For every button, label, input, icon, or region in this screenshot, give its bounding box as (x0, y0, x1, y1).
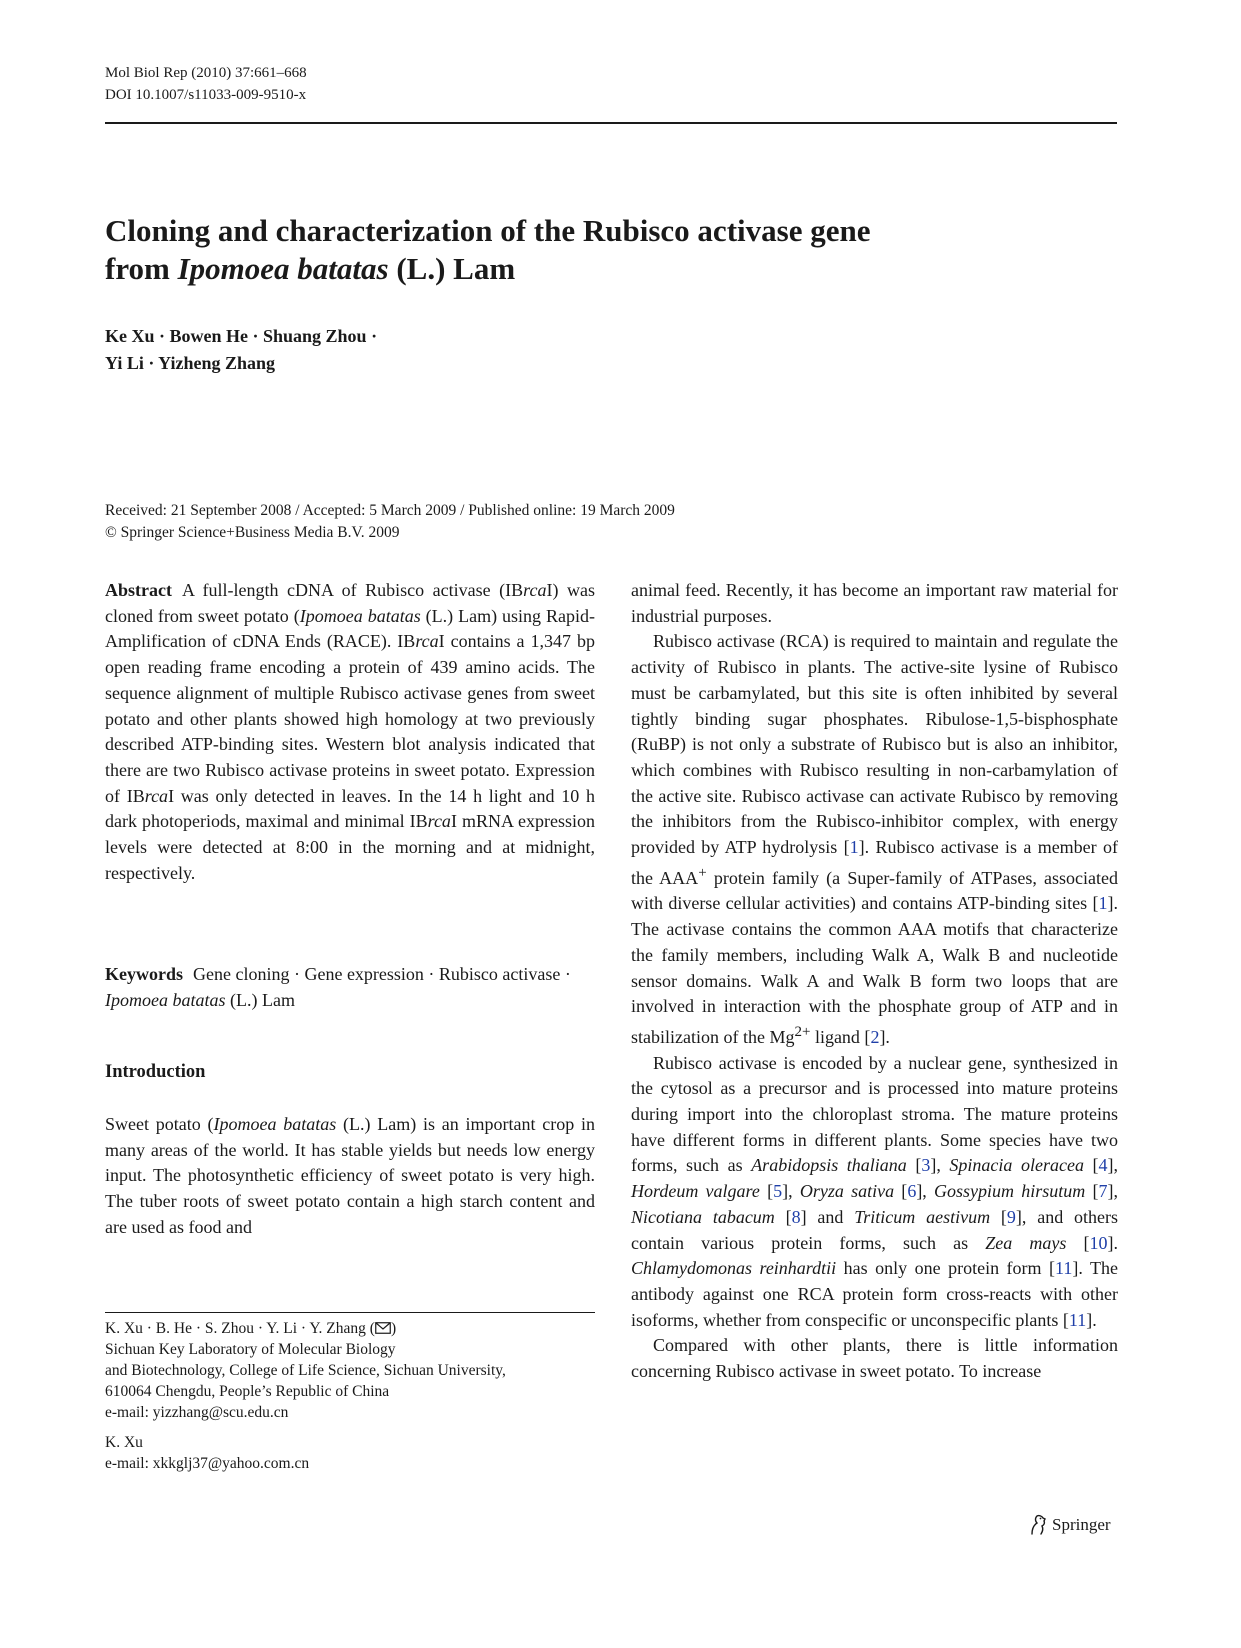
citation-link[interactable]: 11 (1068, 1309, 1087, 1330)
citation-link[interactable]: 3 (921, 1155, 931, 1176)
citation-link[interactable]: 9 (1006, 1206, 1016, 1227)
journal-citation: Mol Biol Rep (2010) 37:661–668 (105, 65, 307, 81)
footnote-author-name: K. Xu (105, 1434, 143, 1451)
keywords-label: Keywords (105, 964, 183, 984)
affiliation-line: Sichuan Key Laboratory of Molecular Biology (105, 1341, 396, 1358)
author-list (105, 323, 377, 377)
authors-line-1: Ke Xu · Bowen He · Shuang Zhou · (105, 326, 378, 346)
envelope-icon (375, 1322, 391, 1334)
citation-link[interactable]: 1 (1098, 893, 1108, 914)
header-rule (105, 122, 1117, 124)
citation-link[interactable]: 1 (849, 837, 859, 858)
right-column-body (631, 578, 1118, 1385)
paragraph-forms: Rubisco activase is encoded by a nuclear gene, synthesized in the cytosol as a precursor and is processed into mature proteins during import into the chloroplast stroma. The mature proteins have different forms in different plants. Some species have two forms, such as Arabidopsis thaliana [3], Spinacia oleracea [4], Hordeum valgare [5], Oryza sativa [6], Gossypium hirsutum [7], Nicotiana tabacum [8] and Triticum aestivum [9], and others contain various protein forms, such as Zea mays [10]. Chlamydomonas reinhardtii has only one protein form [11]. The antibody against one RCA protein form cross-reacts with other isoforms, whether from conspecific or unconspecific plants [11]. (631, 1052, 1119, 1330)
abstract-label: Abstract (105, 580, 172, 600)
citation-link[interactable]: 11 (1055, 1258, 1073, 1279)
paragraph-rca: Rubisco activase (RCA) is required to maintain and regulate the activity of Rubisco in plants. The active-site lysine of Rubisco must be carbamylated, but this site is often inhibited by several tightly binding sugar phosphates. Ribulose-1,5-bisphosphate (RuBP) is not only a substrate of Rubisco but is also an inhibitor, which combines with Rubisco resulting in non-carbamylation of the active site. Rubisco activase can activate Rubisco by removing the inhibitors from the Rubisco-inhibitor complex, with energy provided by ATP hydrolysis [1]. Rubisco activase is a member of the AAA+ protein family (a Super-family of ATPases, associated with diverse cellular activities) and contains ATP-binding sites [1]. The activase contains the common AAA motifs that characterize the family members, including Walk A, Walk B and nucleotide sensor domains. Walk A and Walk B form two loops that are involved in interaction with the phosphate group of ATP and in stabilization of the $Mg^{2+}$ ligand [2]. (631, 631, 1118, 1047)
citation-link[interactable]: 8 (791, 1206, 801, 1227)
affiliation-line: and Biotechnology, College of Life Science, Sichuan University, (105, 1362, 506, 1379)
section-heading-introduction: Introduction (105, 1062, 206, 1082)
publisher-name: Springer (1052, 1515, 1111, 1534)
citation-link[interactable]: 4 (1098, 1155, 1108, 1176)
keywords: Keywords Gene cloning · Gene expression · Rubisco activase · Ipomoea batatas (L.) Lam (105, 964, 571, 1010)
email-address[interactable]: e-mail: xkkglj37@yahoo.com.cn (105, 1455, 310, 1472)
affiliation-line: 610064 Chengdu, People’s Republic of China (105, 1383, 390, 1400)
paragraph-continued: animal feed. Recently, it has become an important raw material for industrial purposes. (631, 580, 1118, 626)
journal-header (105, 62, 307, 106)
footnote-authors: K. Xu · B. He · S. Zhou · Y. Li · Y. Zhang ( ) (105, 1320, 397, 1337)
title-line-2: from Ipomoea batatas (L.) Lam (105, 251, 516, 286)
paragraph-compared: Compared with other plants, there is little information concerning Rubisco activase in sweet potato. To increase (631, 1335, 1118, 1382)
citation-link[interactable]: 6 (907, 1181, 917, 1202)
abstract: Abstract A full-length cDNA of Rubisco activase (IBrcaI) was cloned from sweet potato (Ipomoea batatas (L.) Lam) using Rapid-Amplification of cDNA Ends (RACE). IBrcaI contains a 1,347 bp open reading frame encoding a protein of 439 amino acids. The sequence alignment of multiple Rubisco activase genes from sweet potato and other plants showed high homology at two previously described ATP-binding sites. Western blot analysis indicated that there are two Rubisco activase proteins in sweet potato. Expression of IBrcaI was only detected in leaves. In the 14 h light and 10 h dark photoperiods, maximal and minimal IBrcaI mRNA expression levels were detected at 8:00 in the morning and at midnight, respectively. (105, 580, 596, 883)
copyright: © Springer Science+Business Media B.V. 2009 (105, 524, 400, 541)
publication-dates (105, 500, 675, 544)
citation-link[interactable]: 5 (773, 1181, 783, 1202)
citation-link[interactable]: 10 (1089, 1232, 1108, 1253)
author-footnote (105, 1318, 506, 1474)
introduction-paragraph: Sweet potato (Ipomoea batatas (L.) Lam) is an important crop in many areas of the world. It has stable yields but needs low energy input. The photosynthetic efficiency of sweet potato is very high. The tuber roots of sweet potato contain a high starch content and are used as food and (105, 1114, 595, 1237)
email-address[interactable]: e-mail: yizzhang@scu.edu.cn (105, 1404, 289, 1421)
doi: DOI 10.1007/s11033-009-9510-x (105, 87, 307, 103)
footnote-rule (105, 1312, 595, 1313)
date-history: Received: 21 September 2008 / Accepted: 5 March 2009 / Published online: 19 March 2009 (105, 502, 675, 519)
springer-horse-icon (1028, 1514, 1048, 1536)
citation-link[interactable]: 2 (870, 1026, 880, 1047)
paper-title (105, 212, 1005, 288)
authors-line-2: Yi Li · Yizheng Zhang (105, 353, 276, 373)
citation-link[interactable]: 7 (1098, 1181, 1108, 1202)
title-line-1: Cloning and characterization of the Rubisco activase gene (105, 213, 871, 248)
publisher-logo (1028, 1514, 1111, 1536)
